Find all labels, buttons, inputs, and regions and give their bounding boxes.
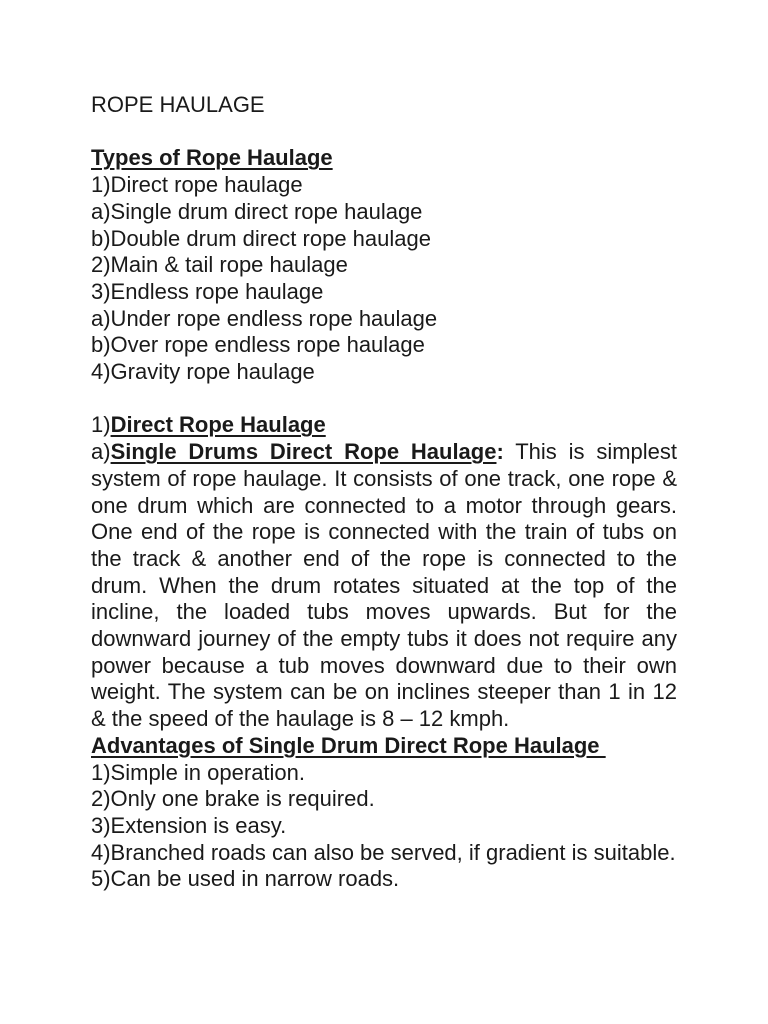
types-heading: Types of Rope Haulage [91, 145, 333, 171]
spacer [91, 119, 677, 146]
advantages-list-item: 4)Branched roads can also be served, if gradient is suitable. [91, 839, 676, 865]
types-list-item: 1)Direct rope haulage [91, 172, 303, 198]
subsection-a-paragraph [91, 439, 677, 733]
subsection-a-body: This is simplest system of rope haulage. It consists of one track, one rope & one drum which are connected to a motor through gears. One end of the rope is connected with the train of tubs on the track & another end of the rope is connected to the drum. When the drum rotates situated at the top of the incline, the loaded tubs moves upwards. But for the downward journey of the empty tubs it does not require any power because a tub moves downward due to their own weight. The system can be on inclines steeper than 1 in 12 & the speed of the haulage is 8 – 12 kmph. [91, 439, 678, 732]
advantages-list-item: 3)Extension is easy. [91, 812, 287, 838]
types-list-item: 4)Gravity rope haulage [91, 359, 315, 385]
types-list [91, 172, 677, 386]
advantages-heading: Advantages of Single Drum Direct Rope Haulage [91, 732, 606, 758]
advantages-list-item: 5)Can be used in narrow roads. [91, 866, 400, 892]
types-list-item: 2)Main & tail rope haulage [91, 252, 348, 278]
subsection-a-colon: : [496, 439, 504, 465]
types-list-item: a)Under rope endless rope haulage [91, 305, 438, 331]
types-list-item: 3)Endless rope haulage [91, 278, 324, 304]
types-list-item: b)Double drum direct rope haulage [91, 225, 431, 251]
subsection-a-number: a) [91, 439, 111, 465]
document-content [91, 92, 677, 893]
advantages-list [91, 760, 677, 894]
document-title: ROPE HAULAGE [91, 92, 265, 117]
types-list-item: b)Over rope endless rope haulage [91, 332, 425, 358]
subsection-a-heading: Single Drums Direct Rope Haulage [110, 439, 497, 465]
section-1-heading-line [91, 412, 677, 439]
section-1-heading: Direct Rope Haulage [110, 412, 326, 438]
advantages-list-item: 2)Only one brake is required. [91, 786, 375, 812]
types-list-item: a)Single drum direct rope haulage [91, 198, 423, 224]
advantages-list-item: 1)Simple in operation. [91, 759, 306, 785]
section-1-number: 1) [91, 412, 111, 438]
spacer [91, 386, 677, 413]
